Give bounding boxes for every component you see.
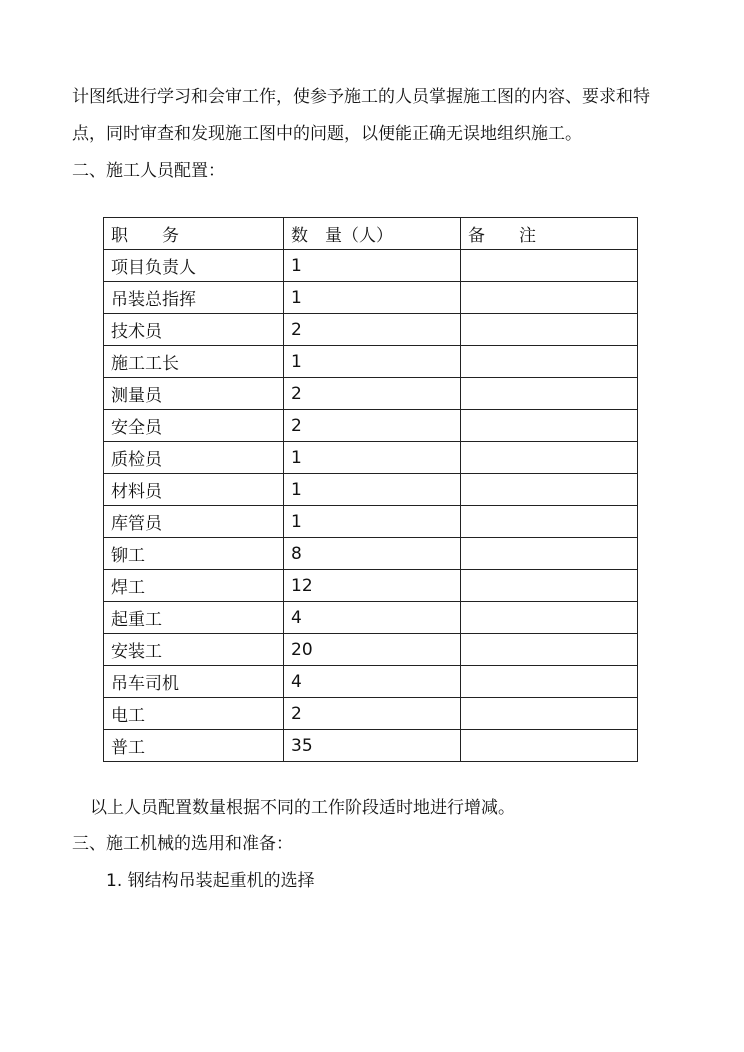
cell-quantity: 1 bbox=[284, 282, 461, 314]
header-position: 职 务 bbox=[104, 218, 284, 250]
cell-quantity: 2 bbox=[284, 314, 461, 346]
cell-quantity: 2 bbox=[284, 698, 461, 730]
section-heading-machinery: 三、施工机械的选用和准备： bbox=[72, 834, 293, 854]
cell-remarks bbox=[461, 698, 638, 730]
table-row bbox=[104, 634, 638, 666]
staffing-table-body bbox=[104, 218, 638, 762]
section-heading-staffing: 二、施工人员配置： bbox=[72, 161, 225, 181]
cell-quantity: 2 bbox=[284, 410, 461, 442]
cell-position: 质检员 bbox=[104, 442, 284, 474]
cell-quantity: 12 bbox=[284, 570, 461, 602]
table-row bbox=[104, 346, 638, 378]
cell-position: 项目负责人 bbox=[104, 250, 284, 282]
cell-remarks bbox=[461, 282, 638, 314]
cell-quantity: 4 bbox=[284, 602, 461, 634]
cell-quantity: 35 bbox=[284, 730, 461, 762]
cell-position: 材料员 bbox=[104, 474, 284, 506]
cell-position: 普工 bbox=[104, 730, 284, 762]
table-row bbox=[104, 730, 638, 762]
cell-remarks bbox=[461, 314, 638, 346]
table-row bbox=[104, 442, 638, 474]
table-row bbox=[104, 570, 638, 602]
cell-remarks bbox=[461, 346, 638, 378]
cell-remarks bbox=[461, 378, 638, 410]
cell-position: 焊工 bbox=[104, 570, 284, 602]
header-remarks: 备 注 bbox=[461, 218, 638, 250]
table-row bbox=[104, 698, 638, 730]
cell-quantity: 1 bbox=[284, 442, 461, 474]
cell-quantity: 8 bbox=[284, 538, 461, 570]
staffing-note: 以上人员配置数量根据不同的工作阶段适时地进行增减。 bbox=[90, 798, 515, 818]
cell-quantity: 1 bbox=[284, 250, 461, 282]
cell-remarks bbox=[461, 410, 638, 442]
cell-remarks bbox=[461, 730, 638, 762]
table-row bbox=[104, 378, 638, 410]
cell-position: 安全员 bbox=[104, 410, 284, 442]
cell-position: 库管员 bbox=[104, 506, 284, 538]
cell-quantity: 20 bbox=[284, 634, 461, 666]
table-row bbox=[104, 506, 638, 538]
cell-position: 施工工长 bbox=[104, 346, 284, 378]
cell-quantity: 1 bbox=[284, 474, 461, 506]
cell-position: 吊车司机 bbox=[104, 666, 284, 698]
table-row bbox=[104, 410, 638, 442]
cell-position: 电工 bbox=[104, 698, 284, 730]
paragraph-line-2: 点，同时审查和发现施工图中的问题，以便能正确无误地组织施工。 bbox=[72, 124, 582, 144]
header-quantity: 数 量（人） bbox=[284, 218, 461, 250]
subheading-crane-selection: 1. 钢结构吊装起重机的选择 bbox=[106, 871, 315, 891]
cell-position: 测量员 bbox=[104, 378, 284, 410]
table-row bbox=[104, 666, 638, 698]
table-row bbox=[104, 474, 638, 506]
table-row bbox=[104, 602, 638, 634]
cell-remarks bbox=[461, 570, 638, 602]
cell-quantity: 2 bbox=[284, 378, 461, 410]
cell-remarks bbox=[461, 250, 638, 282]
cell-position: 吊装总指挥 bbox=[104, 282, 284, 314]
cell-remarks bbox=[461, 666, 638, 698]
table-header-row bbox=[104, 218, 638, 250]
cell-remarks bbox=[461, 538, 638, 570]
paragraph-line-1: 计图纸进行学习和会审工作，使参予施工的人员掌握施工图的内容、要求和特 bbox=[72, 87, 650, 107]
table-row bbox=[104, 282, 638, 314]
cell-quantity: 4 bbox=[284, 666, 461, 698]
cell-remarks bbox=[461, 634, 638, 666]
cell-quantity: 1 bbox=[284, 506, 461, 538]
staffing-table bbox=[103, 217, 638, 762]
cell-position: 铆工 bbox=[104, 538, 284, 570]
cell-position: 安装工 bbox=[104, 634, 284, 666]
cell-remarks bbox=[461, 506, 638, 538]
cell-remarks bbox=[461, 474, 638, 506]
cell-remarks bbox=[461, 442, 638, 474]
cell-position: 起重工 bbox=[104, 602, 284, 634]
table-row bbox=[104, 538, 638, 570]
cell-position: 技术员 bbox=[104, 314, 284, 346]
table-row bbox=[104, 314, 638, 346]
cell-quantity: 1 bbox=[284, 346, 461, 378]
table-row bbox=[104, 250, 638, 282]
cell-remarks bbox=[461, 602, 638, 634]
